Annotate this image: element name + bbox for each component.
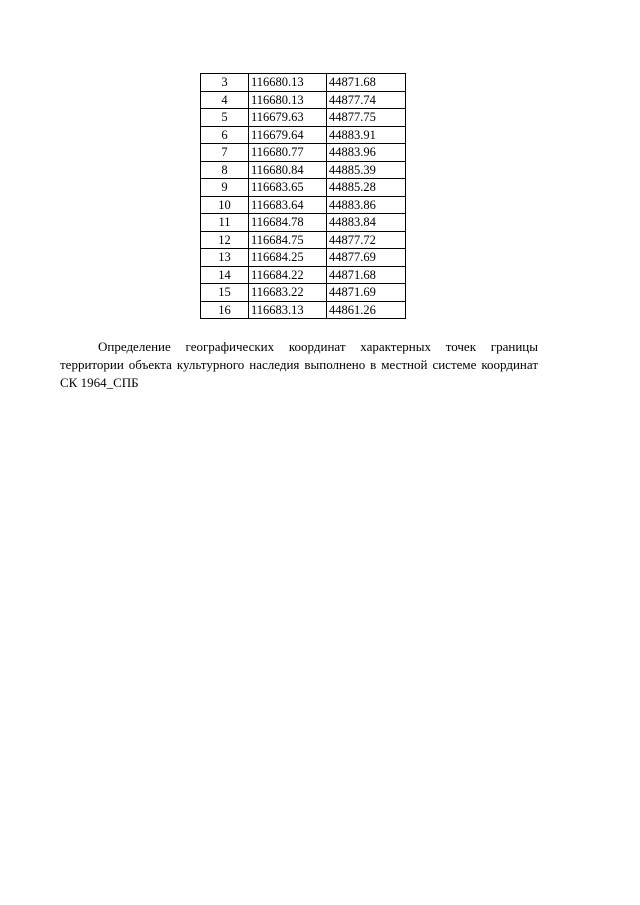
table-row xyxy=(201,214,406,232)
x-coordinate-cell: 116680.84 xyxy=(249,161,327,179)
table-row xyxy=(201,144,406,162)
x-coordinate-cell: 116680.13 xyxy=(249,74,327,92)
table-row xyxy=(201,231,406,249)
y-coordinate-cell: 44877.72 xyxy=(327,231,406,249)
x-coordinate-cell: 116680.13 xyxy=(249,91,327,109)
point-number-cell: 11 xyxy=(201,214,249,232)
table-row xyxy=(201,91,406,109)
x-coordinate-cell: 116684.25 xyxy=(249,249,327,267)
point-number-cell: 16 xyxy=(201,301,249,319)
y-coordinate-cell: 44877.75 xyxy=(327,109,406,127)
table-row xyxy=(201,109,406,127)
point-number-cell: 6 xyxy=(201,126,249,144)
point-number-cell: 4 xyxy=(201,91,249,109)
point-number-cell: 14 xyxy=(201,266,249,284)
x-coordinate-cell: 116679.64 xyxy=(249,126,327,144)
table-row xyxy=(201,126,406,144)
point-number-cell: 15 xyxy=(201,284,249,302)
coordinates-table xyxy=(200,73,406,319)
y-coordinate-cell: 44871.68 xyxy=(327,266,406,284)
coordinate-system-note: Определение географических координат характерных точек границы территории объекта культурного наследия выполнено в местной системе координат СК 1964_СПБ xyxy=(60,339,538,390)
y-coordinate-cell: 44877.74 xyxy=(327,91,406,109)
y-coordinate-cell: 44883.96 xyxy=(327,144,406,162)
x-coordinate-cell: 116684.75 xyxy=(249,231,327,249)
x-coordinate-cell: 116684.78 xyxy=(249,214,327,232)
y-coordinate-cell: 44871.69 xyxy=(327,284,406,302)
y-coordinate-cell: 44883.91 xyxy=(327,126,406,144)
point-number-cell: 12 xyxy=(201,231,249,249)
point-number-cell: 13 xyxy=(201,249,249,267)
y-coordinate-cell: 44871.68 xyxy=(327,74,406,92)
point-number-cell: 8 xyxy=(201,161,249,179)
table-row xyxy=(201,301,406,319)
y-coordinate-cell: 44885.28 xyxy=(327,179,406,197)
x-coordinate-cell: 116683.64 xyxy=(249,196,327,214)
table-row xyxy=(201,179,406,197)
table-row xyxy=(201,74,406,92)
x-coordinate-cell: 116680.77 xyxy=(249,144,327,162)
point-number-cell: 7 xyxy=(201,144,249,162)
point-number-cell: 10 xyxy=(201,196,249,214)
y-coordinate-cell: 44883.86 xyxy=(327,196,406,214)
point-number-cell: 9 xyxy=(201,179,249,197)
y-coordinate-cell: 44877.69 xyxy=(327,249,406,267)
x-coordinate-cell: 116684.22 xyxy=(249,266,327,284)
y-coordinate-cell: 44885.39 xyxy=(327,161,406,179)
y-coordinate-cell: 44883.84 xyxy=(327,214,406,232)
table-row xyxy=(201,196,406,214)
x-coordinate-cell: 116679.63 xyxy=(249,109,327,127)
coordinates-table-body xyxy=(201,74,406,319)
table-row xyxy=(201,284,406,302)
table-row xyxy=(201,266,406,284)
table-row xyxy=(201,161,406,179)
point-number-cell: 5 xyxy=(201,109,249,127)
x-coordinate-cell: 116683.65 xyxy=(249,179,327,197)
x-coordinate-cell: 116683.13 xyxy=(249,301,327,319)
point-number-cell: 3 xyxy=(201,74,249,92)
table-row xyxy=(201,249,406,267)
x-coordinate-cell: 116683.22 xyxy=(249,284,327,302)
y-coordinate-cell: 44861.26 xyxy=(327,301,406,319)
